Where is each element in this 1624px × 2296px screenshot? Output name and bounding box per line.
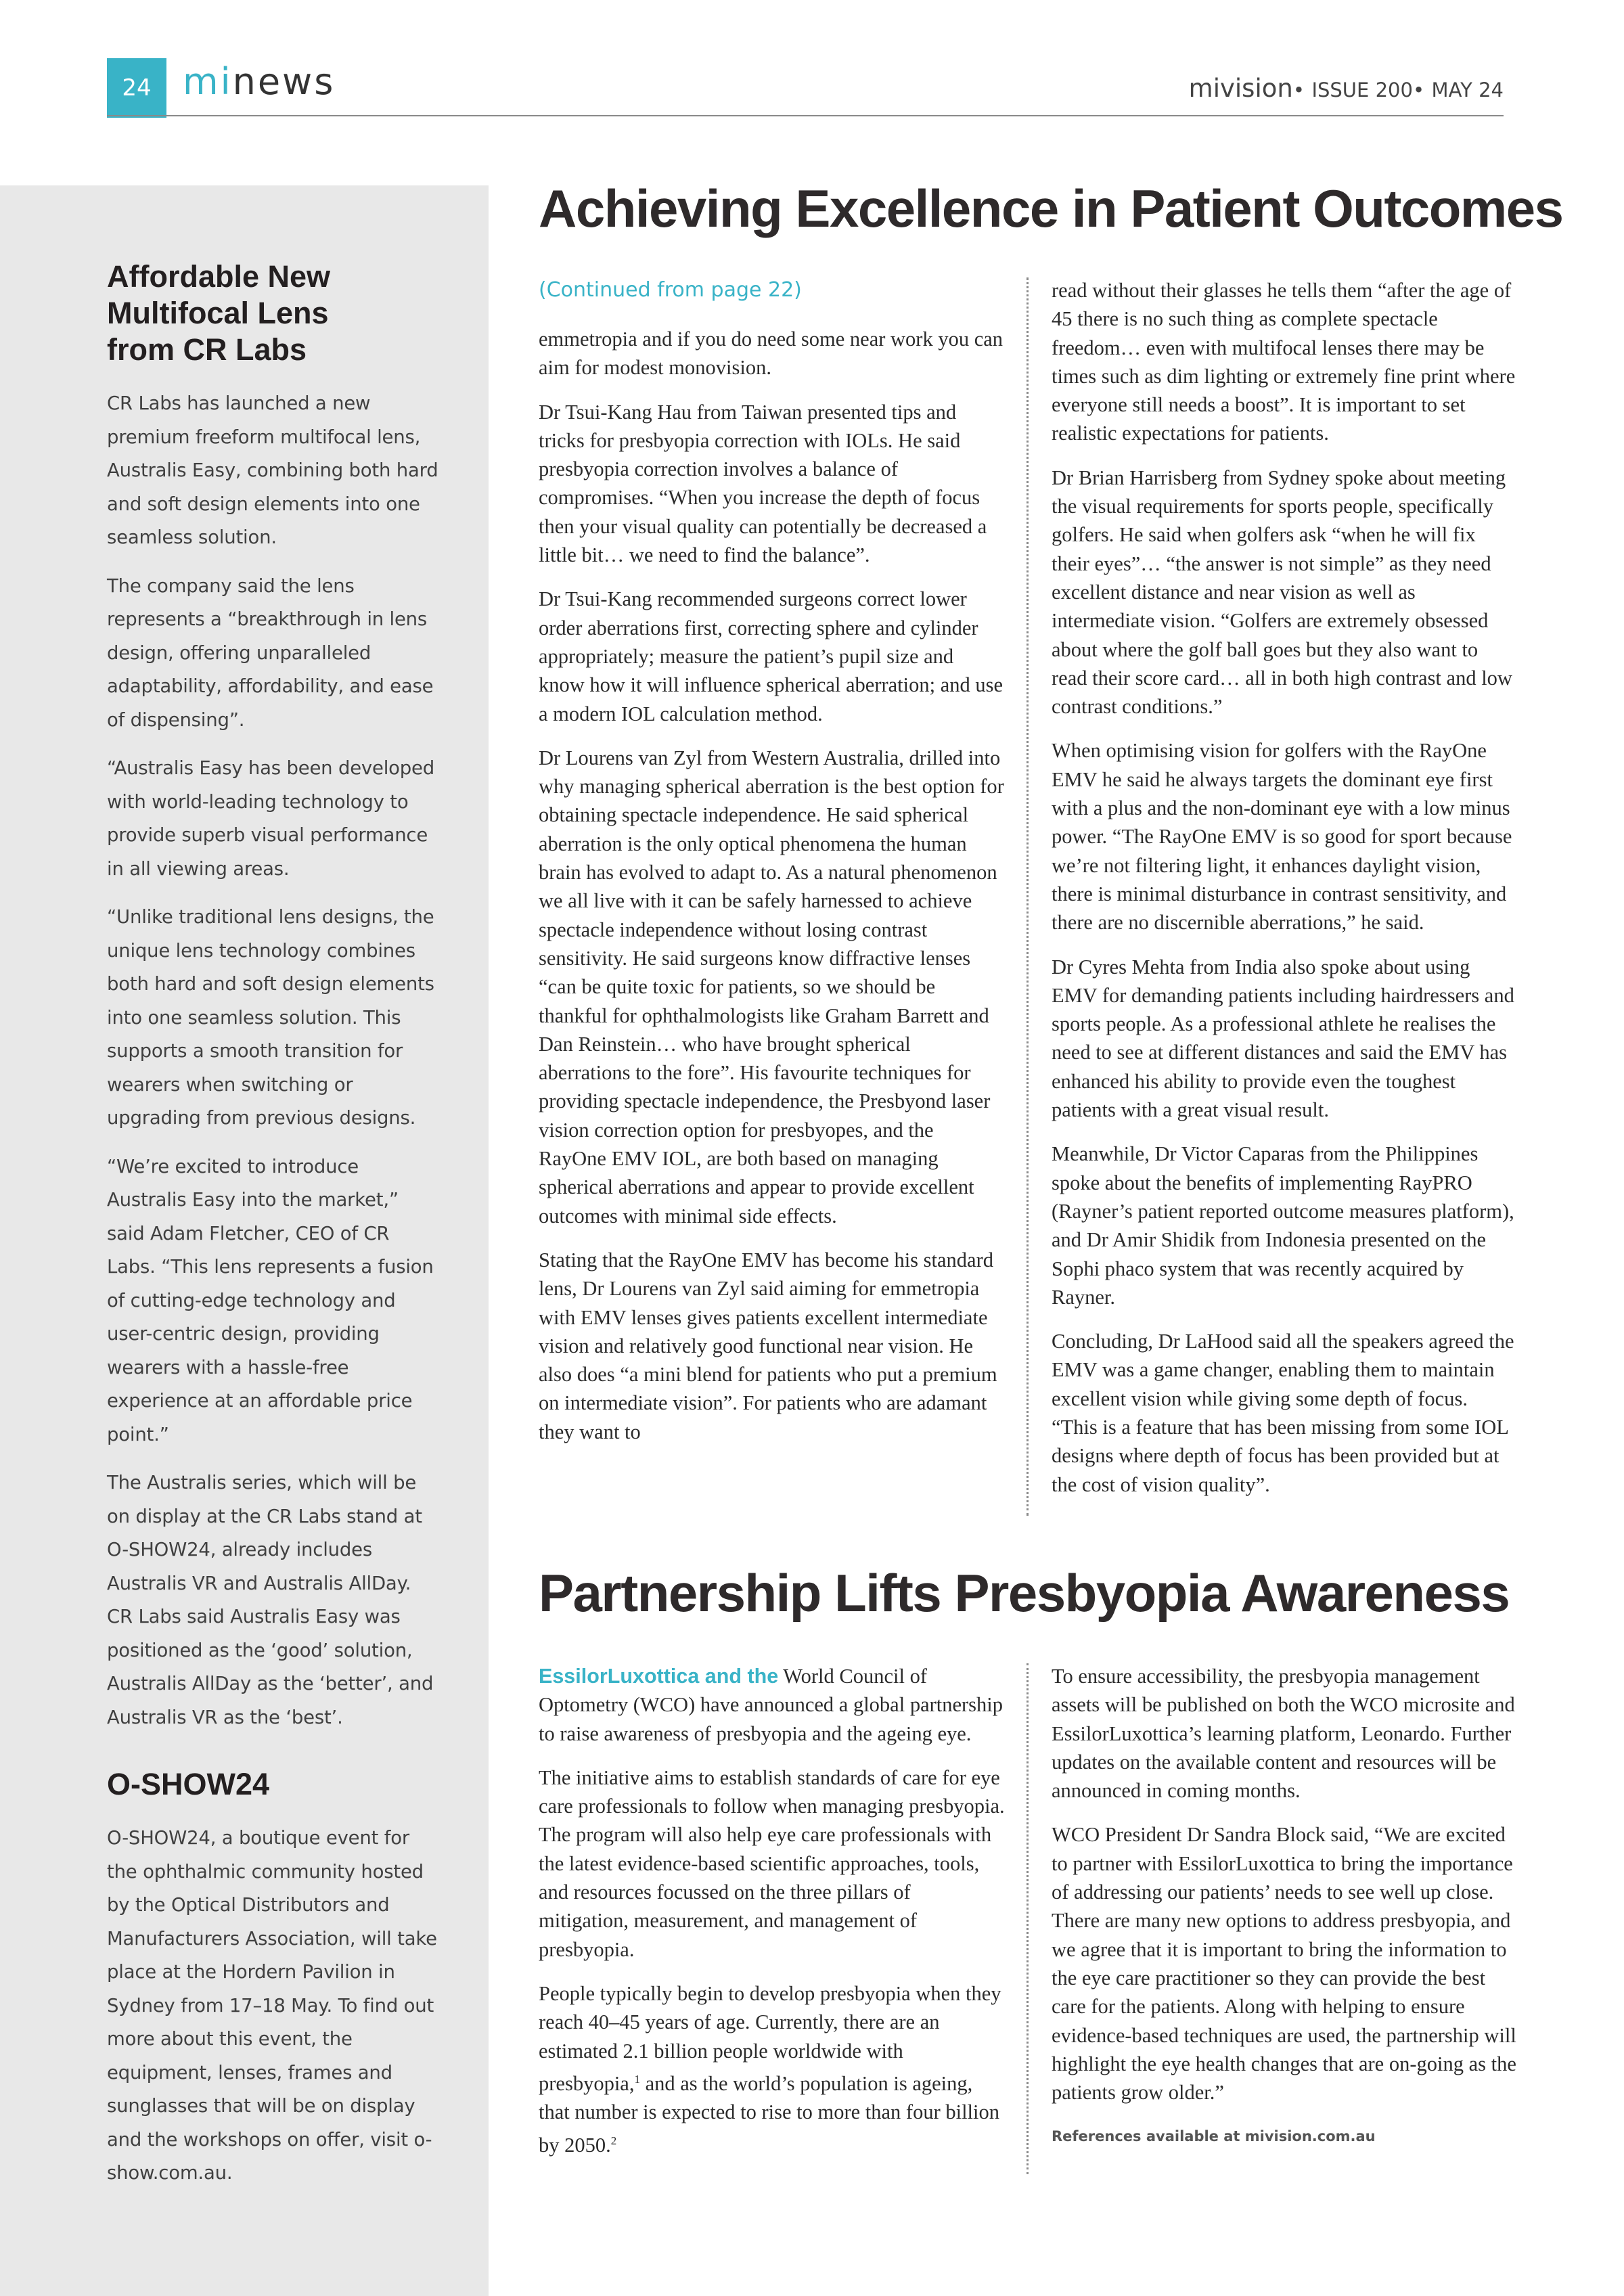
header-divider	[107, 115, 1504, 116]
paragraph: WCO President Dr Sandra Block said, “We are excited to partner with EssilorLuxottica to bring the importance of addressing our patients’ needs to see well up close. There are many new options to address presbyopia, and we agree that it is important to bring the information to the eye care practitioner so they can provide the best care for the patients. Along with helping to ensure evidence-based techniques are used, the partnership will highlight the eye health changes that are on-going as the patients grow older.”	[1052, 1823, 1516, 2104]
paragraph: emmetropia and if you do need some near work you can aim for modest monovision.	[539, 328, 1003, 380]
paragraph	[539, 1979, 1006, 2159]
article-headline: Achieving Excellence in Patient Outcomes	[539, 179, 1563, 238]
issue-info	[1189, 76, 1504, 101]
article-column-right	[1052, 1662, 1518, 2167]
references-note: References available at mivision.com.au	[1052, 2128, 1376, 2145]
paragraph: “We’re excited to introduce Australis Easy into the market,” said Adam Fletcher, CEO of CR Labs. “This lens represents a fusion of cutting-edge technology and user-centric design, providing wearers with a hassle-free experience at an affordable price point.”	[107, 1155, 434, 1445]
sidebar-article-cr-labs	[107, 258, 438, 1749]
paragraph: The company said the lens represents a “breakthrough in lens design, offering unparalleled adaptability, affordability, and ease of dispensing”.	[107, 575, 434, 731]
bullet-separator-2: •	[1412, 78, 1425, 102]
sidebar-article-title	[107, 258, 438, 368]
continued-note: (Continued from page 22)	[539, 278, 802, 302]
article-column-left	[539, 1662, 1006, 2175]
paragraph: Stating that the RayOne EMV has become his standard lens, Dr Lourens van Zyl said aiming for emmetropia with EMV lenses gives patients excellent intermediate vision and relatively good functional near vision. He also does “a mini blend for patients who put a premium on intermediate vision”. For patients who are adamant they want to	[539, 1248, 997, 1443]
sidebar-article-o-show	[107, 1766, 438, 2205]
paragraph: Dr Tsui-Kang Hau from Taiwan presented tips and tricks for presbyopia correction with IOLs. He said presbyopia correction involves a balance of compromises. “When you increase the depth of focus then your visual quality can potentially be decreased a little bit… we need to find the balance”.	[539, 400, 987, 567]
paragraph: Dr Cyres Mehta from India also spoke about using EMV for demanding patients including hairdressers and sports people. As a professional athlete he realises the need to see at different distances and said the EMV has enhanced his ability to provide even the toughest patients with a great visual result.	[1052, 955, 1514, 1122]
issue-date: MAY 24	[1431, 78, 1504, 102]
sidebar-article-title: O-SHOW24	[107, 1767, 270, 1801]
paragraph: “Unlike traditional lens designs, the unique lens technology combines both hard and soft design elements into one seamless solution. This supports a smooth transition for wearers when switching or upgrading from previous designs.	[107, 906, 434, 1129]
title-line: Affordable New	[107, 259, 331, 294]
text: and as the world’s population is ageing, that number is expected to rise to more than four billion by 2050.	[539, 2072, 999, 2157]
page-number	[107, 58, 166, 118]
paragraph: To ensure accessibility, the presbyopia management assets will be published on both the WCO microsite and EssilorLuxottica’s learning platform, Leonardo. Further updates on the available content and resources will be announced in coming months.	[1052, 1665, 1515, 1803]
title-line: from CR Labs	[107, 332, 307, 367]
title-line: Multifocal Lens	[107, 296, 329, 330]
magazine-name: mivision	[1188, 74, 1293, 103]
paragraph: Meanwhile, Dr Victor Caparas from the Philippines spoke about the benefits of implementing RayPRO (Rayner’s patient reported outcome measures platform), and Dr Amir Shidik from Indonesia presented on the Sophi phaco system that was recently acquired by Rayner.	[1052, 1142, 1514, 1309]
bullet-separator: •	[1292, 78, 1305, 102]
text: People typically begin to develop presbyopia when they reach 40–45 years of age. Currently, there are an estimated 2.1 billion people worldwide with presbyopia,	[539, 1981, 1001, 2096]
paragraph: Dr Brian Harrisberg from Sydney spoke about meeting the visual requirements for sports people, specifically golfers. He said when golfers ask “when he will fix their eyes”… “the answer is not simple” as they need excellent distance and near vision as well as intermediate vision. “Golfers are extremely obsessed about where the golf ball goes but they also want to read their score card… all in both high contrast and low contrast conditions.”	[1052, 466, 1512, 719]
sidebar	[0, 185, 489, 2296]
paragraph: When optimising vision for golfers with the RayOne EMV he said he always targets the dominant eye first with a plus and the non-dominant eye with a low minus power. “The RayOne EMV is so good for sport because we’re not filtering light, it enhances daylight vision, there is minimal disturbance in contrast sensitivity, and there are no discernible aberrations,” he said.	[1052, 739, 1512, 935]
footnote-ref: 2	[610, 2134, 617, 2147]
section-brand-prefix: mi	[183, 60, 233, 103]
footnote-ref: 1	[634, 2072, 640, 2086]
section-brand-suffix: news	[232, 60, 336, 103]
column-divider	[1027, 1663, 1029, 2174]
paragraph: The Australis series, which will be on display at the CR Labs stand at O-SHOW24, already includes Australis VR and Australis AllDay. CR Labs said Australis Easy was positioned as the ‘good’ solution, Australis AllDay as the ‘better’, and Australis VR as the ‘best’.	[107, 1472, 434, 1728]
paragraph: Dr Tsui-Kang recommended surgeons correct lower order aberrations first, correcting sphere and cylinder appropriately; measure the patient’s pupil size and know how it will influence spherical aberration; and use a modern IOL calculation method.	[539, 587, 1003, 725]
paragraph: read without their glasses he tells them “after the age of 45 there is no such thing as complete spectacle freedom… even with multifocal lenses there may be times such as dim lighting or extremely fine print where everyone still needs a boost”. It is important to set realistic expectations for patients.	[1052, 279, 1516, 445]
section-brand	[183, 60, 336, 103]
paragraph: O-SHOW24, a boutique event for the ophthalmic community hosted by the Optical Distributors and Manufacturers Association, will take place at the Hordern Pavilion in Sydney from 17–18 May. To find out more about this event, the equipment, lenses, frames and sunglasses that will be on display and the workshops on offer, visit o-show.com.au.	[107, 1827, 437, 2184]
paragraph: The initiative aims to establish standards of care for eye care professionals to follow when managing presbyopia. The program will also help eye care professionals with the latest evidence-based scientific approaches, tools, and resources focussed on the three pillars of mitigation, measurement, and management of presbyopia.	[539, 1765, 1005, 1961]
page-number-text: 24	[122, 74, 152, 102]
lead-in: EssilorLuxottica and the	[539, 1665, 779, 1688]
paragraph	[539, 1662, 1006, 1748]
paragraph: Dr Lourens van Zyl from Western Australia, drilled into why managing spherical aberration is the best option for obtaining spectacle independence. He said spherical aberration is the only optical phenomena the human brain has evolved to adapt to. As a natural phenomenon we all live with it can be safely harnessed to achieve spectacle independence without losing contrast sensitivity. He said surgeons know diffractive lenses “can be quite toxic for patients, so we should be thankful for ophthalmologists like Graham Barrett and Dan Reinstein… who have brought spherical aberrations to the fore”. His favourite techniques for providing spectacle independence, the Presbyond laser vision correction option for presbyopes, and the RayOne EMV IOL, are both based on managing spherical aberrations and appear to provide excellent outcomes with minimal side effects.	[539, 746, 1004, 1228]
paragraph: CR Labs has launched a new premium freeform multifocal lens, Australis Easy, combining both hard and soft design elements into one seamless solution.	[107, 392, 438, 548]
issue-number: ISSUE 200	[1311, 78, 1413, 102]
article-column-right	[1052, 276, 1518, 1514]
article-column-left	[539, 276, 1004, 1462]
lead-rest: World Council of Optometry (WCO) have announced a global partnership to raise awareness of presbyopia and the ageing eye.	[539, 1665, 1003, 1745]
paragraph: “Australis Easy has been developed with world-leading technology to provide superb visual performance in all viewing areas.	[107, 757, 435, 880]
paragraph: Concluding, Dr LaHood said all the speakers agreed the EMV was a game changer, enabling them to maintain excellent vision while giving some depth of focus. “This is a feature that has been missing from some IOL designs where depth of focus has been provided but at the cost of vision quality”.	[1052, 1330, 1514, 1496]
column-divider	[1027, 277, 1029, 1516]
article-headline: Partnership Lifts Presbyopia Awareness	[539, 1563, 1510, 1623]
